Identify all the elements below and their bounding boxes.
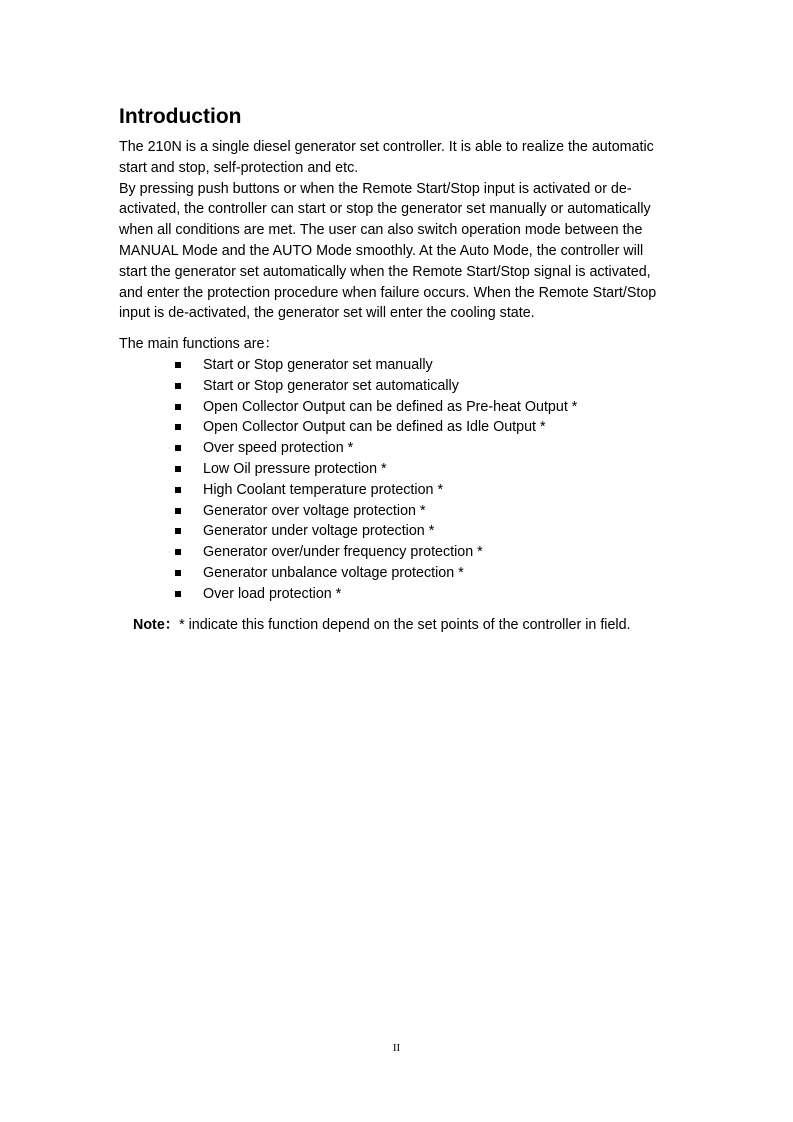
note-text: * indicate this function depend on the set points of the controller in field.	[179, 616, 631, 633]
list-item-text: Over speed protection *	[203, 440, 354, 457]
list-item	[119, 417, 666, 438]
list-item-text: High Coolant temperature protection *	[203, 481, 444, 498]
list-item-text: Open Collector Output can be defined as Idle Output *	[203, 419, 546, 436]
list-item	[119, 376, 666, 397]
section-heading: Introduction	[119, 105, 242, 128]
square-bullet-icon	[175, 424, 181, 430]
list-item	[119, 521, 666, 542]
list-item-text: Generator under voltage protection *	[203, 523, 435, 540]
functions-list	[119, 355, 666, 605]
list-item	[119, 584, 666, 605]
intro-paragraph-2: By pressing push buttons or when the Remote Start/Stop input is activated or de-activated, the controller can start or stop the generator set manually or automatically when all conditions are met. The user can also switch operation mode between the MANUAL Mode and the AUTO Mode smoothly. At the Auto Mode, the controller will start the generator set automatically when the Remote Start/Stop signal is activated, and enter the protection procedure when failure occurs. When the Remote Start/Stop input is de-activated, the generator set will enter the cooling state.	[119, 180, 657, 322]
functions-intro: The main functions are：	[119, 336, 279, 353]
square-bullet-icon	[175, 591, 181, 597]
square-bullet-icon	[175, 362, 181, 368]
list-item	[119, 397, 666, 418]
intro-paragraph-1: The 210N is a single diesel generator set controller. It is able to realize the automatic start and stop, self-protection and etc.	[119, 139, 654, 176]
list-item-text: Generator over voltage protection *	[203, 502, 426, 519]
list-item-text: Start or Stop generator set automatically	[203, 377, 459, 394]
list-item-text: Over load protection *	[203, 585, 342, 602]
square-bullet-icon	[175, 487, 181, 493]
list-item	[119, 501, 666, 522]
document-body	[119, 104, 666, 635]
note-label: Note：	[133, 616, 180, 633]
list-item-text: Low Oil pressure protection *	[203, 460, 387, 477]
page-number: II	[392, 1042, 401, 1054]
footnote	[119, 615, 666, 636]
square-bullet-icon	[175, 528, 181, 534]
square-bullet-icon	[175, 445, 181, 451]
list-item-text: Open Collector Output can be defined as Pre-heat Output *	[203, 398, 578, 415]
square-bullet-icon	[175, 404, 181, 410]
list-item	[119, 542, 666, 563]
square-bullet-icon	[175, 549, 181, 555]
list-item-text: Generator over/under frequency protection *	[203, 544, 483, 561]
list-item	[119, 438, 666, 459]
list-item-text: Generator unbalance voltage protection *	[203, 564, 464, 581]
square-bullet-icon	[175, 570, 181, 576]
square-bullet-icon	[175, 466, 181, 472]
list-item-text: Start or Stop generator set manually	[203, 356, 433, 373]
list-item	[119, 563, 666, 584]
list-item	[119, 459, 666, 480]
list-item	[119, 480, 666, 501]
square-bullet-icon	[175, 383, 181, 389]
list-item	[119, 355, 666, 376]
square-bullet-icon	[175, 508, 181, 514]
